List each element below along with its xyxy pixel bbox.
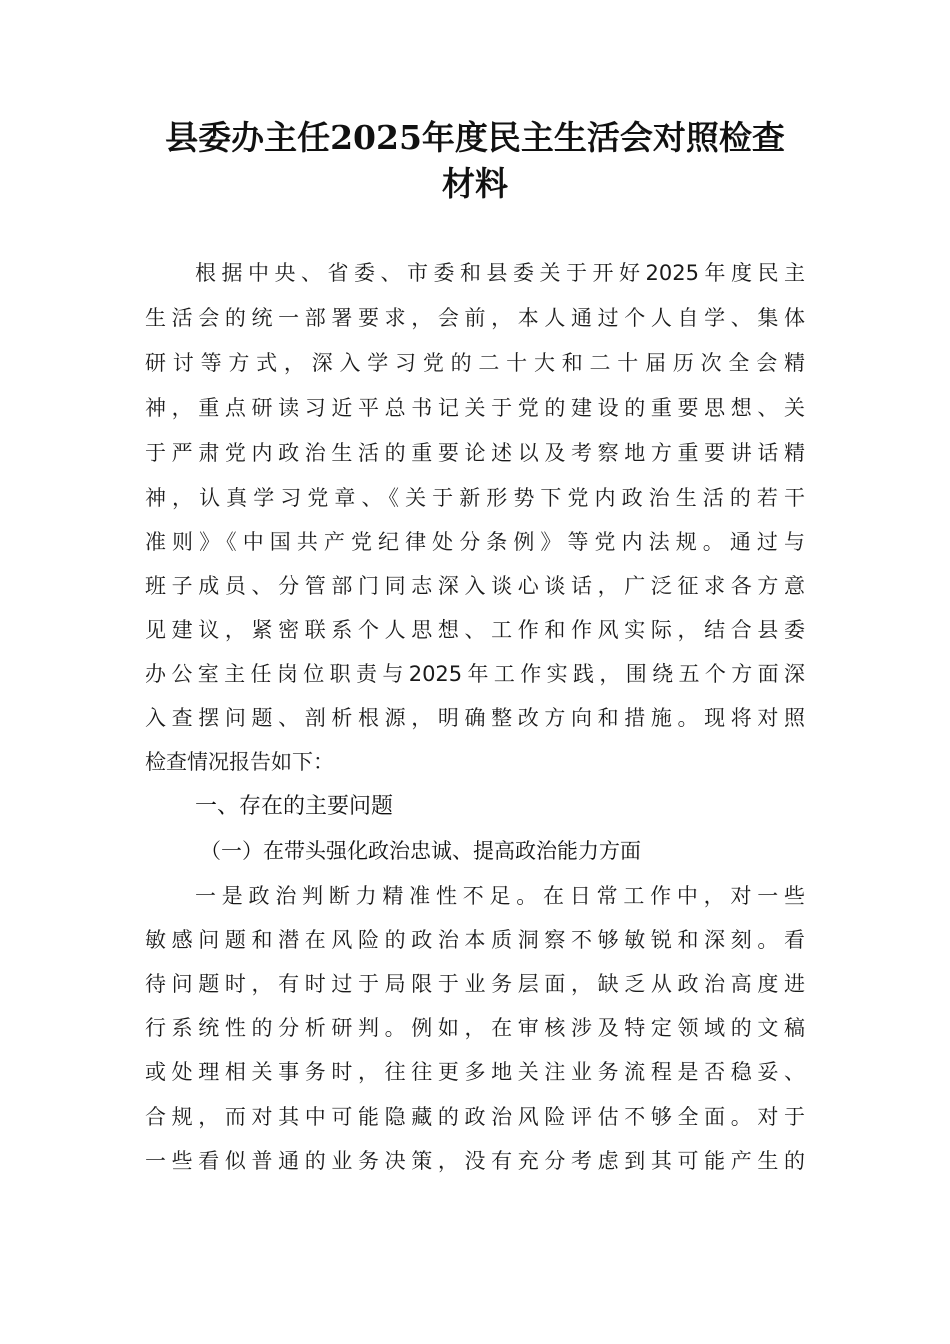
paragraph-line: 见建议，紧密联系个人思想、工作和作风实际，结合县委 (145, 618, 805, 642)
paragraph-line: 生活会的统一部署要求，会前，本人通过个人自学、集体 (145, 306, 805, 330)
paragraph-line: 合规，而对其中可能隐藏的政治风险评估不够全面。对于 (145, 1105, 805, 1129)
subsection-heading: （一）在带头强化政治忠诚、提高政治能力方面 (200, 839, 641, 863)
paragraph-line: 敏感问题和潜在风险的政治本质洞察不够敏锐和深刻。看 (145, 928, 805, 952)
document-title-line-2: 材料 (442, 164, 508, 203)
paragraph-line: 班子成员、分管部门同志深入谈心谈话，广泛征求各方意 (145, 574, 805, 598)
paragraph-line: 待问题时，有时过于局限于业务层面，缺乏从政治高度进 (145, 972, 805, 996)
paragraph-line: 根据中央、省委、市委和县委关于开好2025年度民主 (195, 261, 805, 285)
paragraph-line: 检查情况报告如下： (145, 750, 334, 774)
paragraph-line: 入查摆问题、剖析根源，明确整改方向和措施。现将对照 (145, 706, 805, 730)
document-title-line-1: 县委办主任2025年度民主生活会对照检查 (165, 118, 785, 157)
paragraph-line: 一些看似普通的业务决策，没有充分考虑到其可能产生的 (145, 1149, 805, 1173)
paragraph-line: 准则》《中国共产党纪律处分条例》等党内法规。通过与 (145, 530, 805, 554)
paragraph-line: 或处理相关事务时，往往更多地关注业务流程是否稳妥、 (145, 1060, 805, 1084)
paragraph-line: 办公室主任岗位职责与2025年工作实践，围绕五个方面深 (145, 662, 805, 686)
section-heading: 一、存在的主要问题 (195, 794, 394, 819)
paragraph-line: 神，重点研读习近平总书记关于党的建设的重要思想、关 (145, 396, 805, 420)
paragraph-line: 于严肃党内政治生活的重要论述以及考察地方重要讲话精 (145, 441, 805, 465)
paragraph-line: 研讨等方式，深入学习党的二十大和二十届历次全会精 (145, 351, 805, 375)
paragraph-line: 行系统性的分析研判。例如，在审核涉及特定领域的文稿 (145, 1016, 805, 1040)
paragraph-line: 神，认真学习党章、《关于新形势下党内政治生活的若干 (145, 486, 805, 510)
paragraph-line: 一是政治判断力精准性不足。在日常工作中，对一些 (195, 884, 805, 908)
